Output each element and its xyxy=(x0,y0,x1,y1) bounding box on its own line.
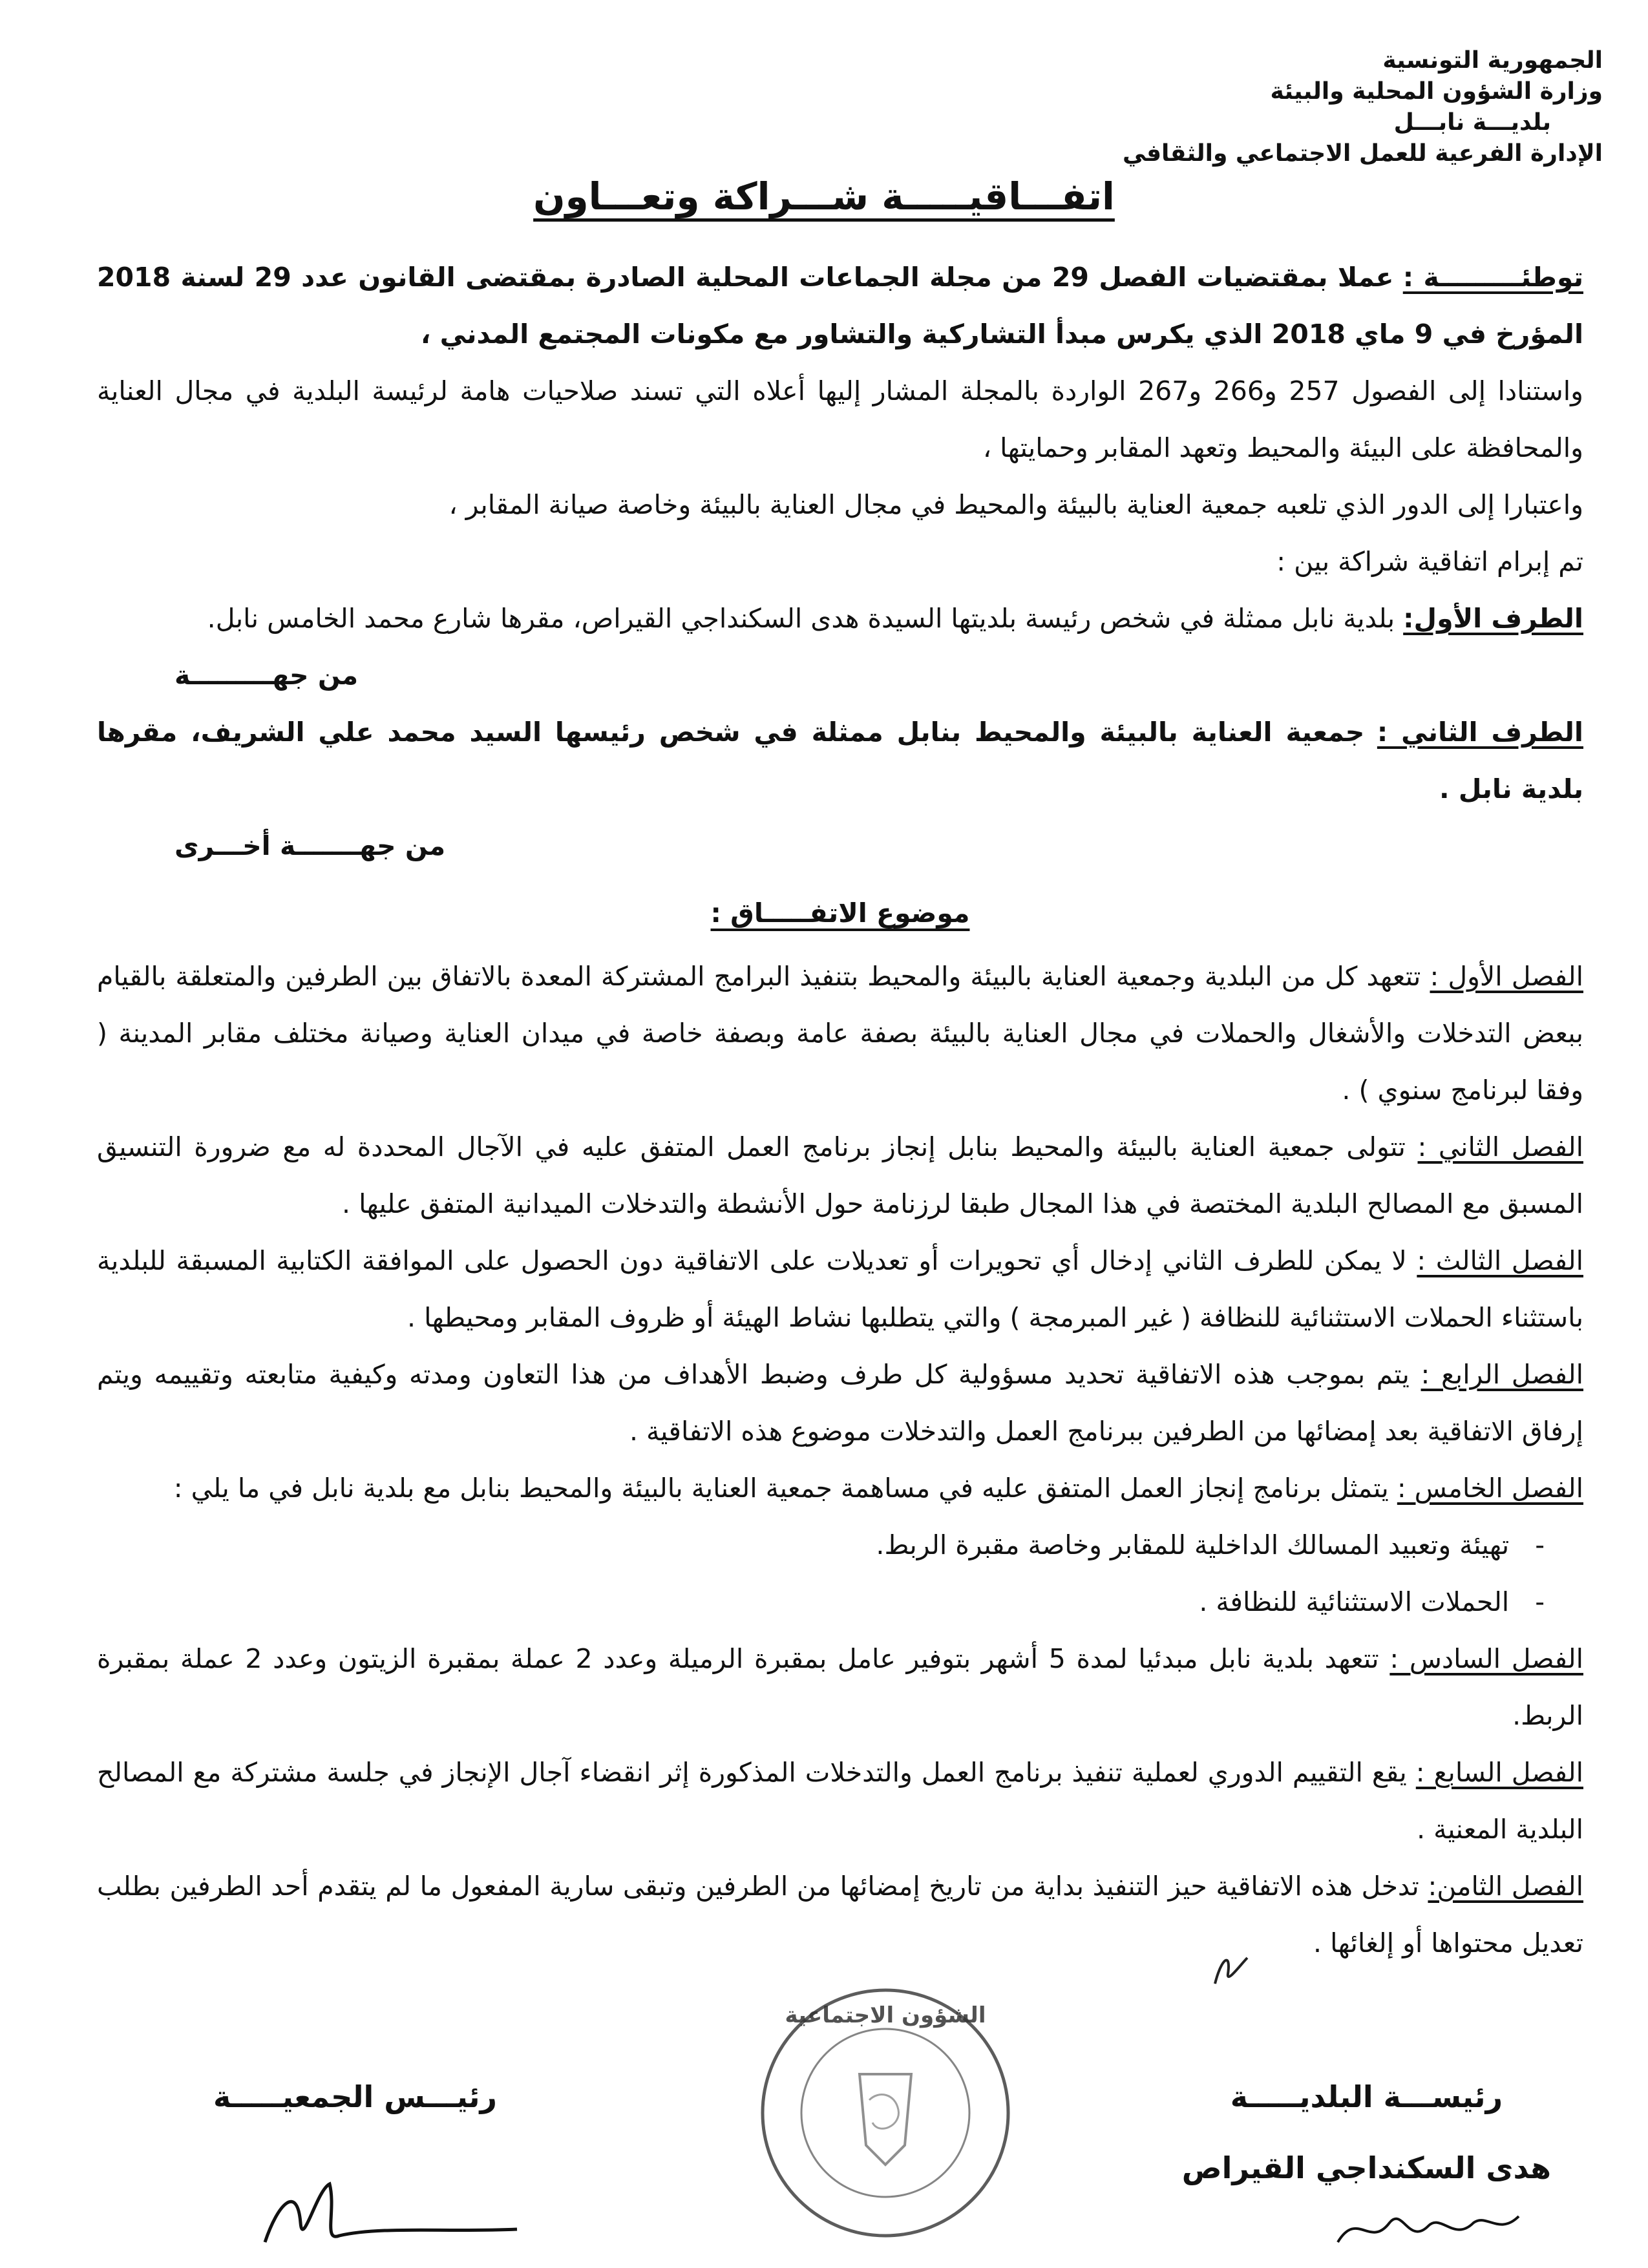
party-2-side: من جهـــــــة أخـــرى xyxy=(174,830,446,861)
article-8 xyxy=(97,1858,1583,1971)
article-2-text: تتولى جمعية العناية بالبيئة والمحيط بنابل إنجاز برنامج العمل المتفق عليه في الآجال المحددة له مع ضرورة التنسيق المسبق مع المصالح البلدية المختصة في هذا المجال طبقا لرزنامة حول الأنشطة والتدخلات الميدانية المتفق عليها . xyxy=(97,1131,1583,1219)
article-5-label: الفصل الخامس : xyxy=(1397,1473,1583,1504)
party-2-label: الطرف الثاني : xyxy=(1377,717,1583,748)
article-5 xyxy=(97,1460,1583,1517)
preamble-paragraph-2: واستنادا إلى الفصول 257 و266 و267 الواردة بالمجلة المشار إليها أعلاه التي تسند صلاحيات هامة لرئيسة البلدية في مجال العناية والمحافظة على البيئة والمحيط وتعهد المقابر وحمايتها ، xyxy=(97,375,1583,463)
party-1-text: بلدية نابل ممثلة في شخص رئيسة بلديتها السيدة هدى السكنداجي القيراص، مقرها شارع محمد الخامس نابل. xyxy=(207,603,1395,634)
department-name: الإدارة الفرعية للعمل الاجتماعي والثقافي xyxy=(1123,140,1603,167)
initials-mark xyxy=(1202,1938,1260,1997)
party-1 xyxy=(97,590,1583,647)
party-1-side: من جهـــــــــة xyxy=(174,660,359,691)
association-signature xyxy=(252,2165,523,2268)
article-5-text: يتمثل برنامج إنجاز العمل المتفق عليه في مساهمة جمعية العناية بالبيئة والمحيط بنابل مع بلدية نابل في ما يلي : xyxy=(173,1473,1389,1504)
association-signature-block xyxy=(213,2061,497,2132)
article-2 xyxy=(97,1118,1583,1232)
article-3-text: لا يمكن للطرف الثاني إدخال أي تحويرات أو تعديلات على الاتفاقية دون الحصول على الموافقة الكتابية المسبقة للبلدية باستثناء الحملات الاستثنائية للنظافة ( غير المبرمجة ) والتي يتطلبها نشاط الهيئة أو ظروف المقابر ومحيطها . xyxy=(97,1245,1583,1333)
ministry-name: وزارة الشؤون المحلية والبيئة xyxy=(1270,78,1603,105)
party-1-label: الطرف الأول: xyxy=(1403,603,1583,634)
association-head-title: رئيـــس الجمعيـــــة xyxy=(213,2079,498,2114)
official-stamp xyxy=(750,1977,1021,2249)
letterhead xyxy=(1021,45,1603,169)
preamble-text-1: عملا بمقتضيات الفصل 29 من مجلة الجماعات المحلية الصادرة بمقتضى القانون عدد 29 لسنة 2018 المؤرخ في 9 ماي 2018 الذي يكرس مبدأ التشاركية والتشاور مع مكونات المجتمع المدني ، xyxy=(97,262,1583,350)
article-6 xyxy=(97,1630,1583,1744)
article-6-label: الفصل السادس : xyxy=(1389,1643,1583,1674)
subject-title: موضوع الاتفـــــاق : xyxy=(710,898,970,929)
article-1-label: الفصل الأول : xyxy=(1430,961,1583,992)
preamble-paragraph-4: تم إبرام اتفاقية شراكة بين : xyxy=(1276,546,1583,577)
mayor-title: رئيســـة البلديـــــة xyxy=(1230,2079,1503,2114)
preamble-paragraph-3: واعتبارا إلى الدور الذي تلعبه جمعية العناية بالبيئة والمحيط في مجال العناية بالبيئة وخاصة صيانة المقابر ، xyxy=(449,489,1583,520)
article-2-label: الفصل الثاني : xyxy=(1417,1131,1583,1162)
article-3-label: الفصل الثالث : xyxy=(1417,1245,1583,1276)
article-1-text: تتعهد كل من البلدية وجمعية العناية بالبيئة والمحيط بتنفيذ البرامج المشتركة المعدة بالاتفاق بين الطرفين والمتعلقة بالقيام ببعض التدخلات والأشغال والحملات في مجال العناية بالبيئة بصفة عامة وبصفة خاصة في ميدان العناية وصيانة مختلف مقابر المدينة ( وفقا لبرنامج سنوي ) . xyxy=(97,961,1583,1106)
mayor-signature xyxy=(1331,2197,1525,2255)
preamble-paragraph-1 xyxy=(97,249,1583,362)
article-4 xyxy=(97,1346,1583,1460)
list-item: - الحملات الاستثنائية للنظافة . xyxy=(97,1573,1583,1630)
municipality-name: بلديـــة نابـــل xyxy=(1393,109,1551,136)
preamble-label: توطئـــــــــة : xyxy=(1402,262,1583,293)
document-title: اتفـــاقيـــــة شـــراكة وتعـــاون xyxy=(533,174,1115,218)
article-7-text: يقع التقييم الدوري لعملية تنفيذ برنامج العمل والتدخلات المذكورة إثر انقضاء آجال الإنجاز في جلسة مشتركة مع المصالح البلدية المعنية . xyxy=(97,1757,1583,1845)
article-7-label: الفصل السابع : xyxy=(1415,1757,1583,1788)
mayor-name: هدى السكنداجي القيراص xyxy=(1181,2150,1551,2185)
article-1 xyxy=(97,948,1583,1118)
article-4-label: الفصل الرابع : xyxy=(1421,1359,1583,1390)
article-8-label: الفصل الثامن: xyxy=(1428,1871,1583,1902)
mayor-signature-block xyxy=(1182,2061,1551,2203)
article-4-text: يتم بموجب هذه الاتفاقية تحديد مسؤولية كل طرف وضبط الأهداف من هذا التعاون ومدته وكيفية متابعته وتقييمه ويتم إرفاق الاتفاقية بعد إمضائها من الطرفين ببرنامج العمل والتدخلات موضوع هذه الاتفاقية . xyxy=(97,1359,1583,1447)
party-2 xyxy=(97,704,1583,817)
article-7 xyxy=(97,1744,1583,1858)
document-body xyxy=(97,249,1583,1971)
country-name: الجمهورية التونسية xyxy=(1382,47,1603,74)
article-8-text: تدخل هذه الاتفاقية حيز التنفيذ بداية من تاريخ إمضائها من الطرفين وتبقى سارية المفعول ما لم يتقدم أحد الطرفين بطلب تعديل محتواها أو إلغائها . xyxy=(97,1871,1583,1958)
stamp-text: الشؤون الاجتماعية xyxy=(785,2002,986,2028)
party-2-text: جمعية العناية بالبيئة والمحيط بنابل ممثلة في شخص رئيسها السيد محمد علي الشريف، مقرها بلدية نابل . xyxy=(97,717,1583,804)
article-3 xyxy=(97,1232,1583,1346)
list-item: - تهيئة وتعبيد المسالك الداخلية للمقابر وخاصة مقبرة الربط. xyxy=(97,1517,1583,1573)
article-6-text: تتعهد بلدية نابل مبدئيا لمدة 5 أشهر بتوفير عامل بمقبرة الرميلة وعدد 2 عملة بمقبرة الزيتون وعدد 2 عملة بمقبرة الربط. xyxy=(97,1643,1583,1731)
